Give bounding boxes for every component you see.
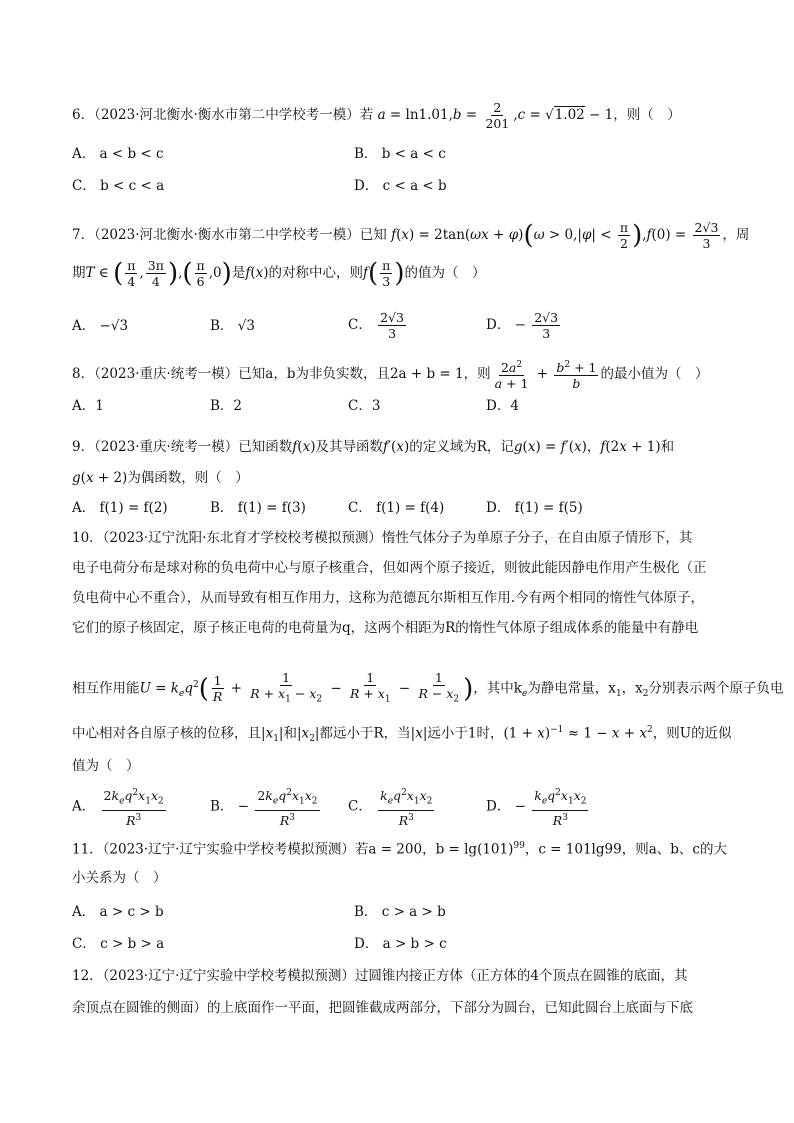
question-8-option-d[interactable]: D．4 [486,398,519,414]
question-10-stem-7: 值为（ ） [72,758,140,774]
question-7-stem: 7．（2023·河北衡水·衡水市第二中学校考一模）已知 f(x) = 2tan(ωx + φ)(ω > 0,|φ| < $\frac{\pi}{2}$ ),f(0) = $\frac{2√3}{3}$ ，周 [72,220,750,251]
question-6-option-a[interactable]: A． a < b < c [72,146,164,162]
fraction: $\frac{2}{201}$ [485,100,510,131]
question-9-stem: 9．（2023·重庆·统考一模）已知函数f(x)及其导函数f′(x)的定义域为R，记g(x) = f′(x)，f(2x + 1)和 [72,439,675,455]
question-10-option-c[interactable]: C． $\frac{k_eq^2x_1x_2}{R^3}$ [348,788,433,828]
question-7-stem-2: 期T ∈ ( $\frac{\pi}{4}$ , $\frac{3\pi}{4}$ ),( $\frac{\pi}{6}$ ,0)是f(x)的对称中心，则f( $\frac{\pi}{3}$ )的值为（ ） [72,258,486,289]
question-8-option-c[interactable]: C．3 [348,398,381,414]
question-6-option-b[interactable]: B． b < a < c [354,146,446,162]
question-10-stem-3: 负电荷中心不重合），从而导致有相互作用力，这称为范德瓦尔斯相互作用.今有两个相同的惰性气体原子， [72,590,705,606]
question-7-option-b[interactable]: B． √3 [210,318,255,334]
question-11-option-c[interactable]: C． c > b > a [72,936,165,952]
question-6-stem: 6．（2023·河北衡水·衡水市第二中学校考一模）若 a = ln1.01,b = $\frac{2}{201}$ ,c = √1.02 − 1，则（ ） [72,100,681,131]
question-10-stem-4: 它们的原子核固定，原子核正电荷的电荷量为q，这两个相距为R的惰性气体原子组成体系的能量中有静电 [72,620,699,636]
question-10-stem-5: 相互作用能$U = k_eq^2$( $\frac{1}{R}$ + $\frac{1}{R + x_1 - x_2}$ − $\frac{1}{R + x_1}$ − $\frac{1}{R - x_2}$ )，其中$k_e$为静电常量，$x_1$，$x_2$分别表示两个原子负电 [72,670,784,705]
question-9-option-c[interactable]: C． f(1) = f(4) [348,500,445,516]
question-7-option-d[interactable]: D． − $\frac{2√3}{3}$ [486,310,559,341]
question-9-option-b[interactable]: B． f(1) = f(3) [210,500,306,516]
question-12-stem-1: 12．（2023·辽宁·辽宁实验中学校考模拟预测）过圆锥内接正方体（正方体的4个顶点在圆锥的底面，其 [72,968,688,984]
question-8-option-a[interactable]: A．1 [72,398,104,414]
question-9-option-a[interactable]: A． f(1) = f(2) [72,500,168,516]
question-11-option-a[interactable]: A． a > c > b [72,904,164,920]
question-7-option-c[interactable]: C． $\frac{2√3}{3}$ [348,310,405,341]
question-11-stem: 11．（2023·辽宁·辽宁实验中学校考模拟预测）若a = 200，$b = \lg(101)^{99}$，c = 101lg99，则a、b、c的大 [72,841,727,858]
question-10-option-b[interactable]: B． − $\frac{2k_eq^2x_1x_2}{R^3}$ [210,788,318,828]
question-10-stem-1: 10．（2023·辽宁沈阳·东北育才学校校考模拟预测）惰性气体分子为单原子分子，在自由原子情形下，其 [72,530,693,546]
question-10-stem-6: 中心相对各自原子核的位移，且$|x_1|$和$|x_2|$都远小于R，当|x|远小于1时，$(1 + x)^{-1} \approx 1 - x + x^2$，则U的近似 [72,725,732,745]
question-6-option-d[interactable]: D． c < a < b [354,178,447,194]
question-9-stem-2: g(x + 2)为偶函数，则（ ） [72,470,249,486]
question-12-stem-2: 余顶点在圆锥的侧面）的上底面作一平面，把圆锥截成两部分，下部分为圆台，已知此圆台上底面与下底 [72,1000,693,1016]
question-6-option-c[interactable]: C． b < c < a [72,178,165,194]
question-7-option-a[interactable]: A． −√3 [72,318,129,334]
question-11-option-b[interactable]: B． c > a > b [354,904,446,920]
question-10-option-a[interactable]: A． $\frac{2k_eq^2x_1x_2}{R^3}$ [72,788,164,828]
question-11-option-d[interactable]: D． a > b > c [354,936,447,952]
question-8-stem: 8．（2023·重庆·统考一模）已知a，b为非负实数，且2a + b = 1，则 $\frac{2a^2}{a + 1}$ + $\frac{b^2 + 1}{b}$ 的最小值为（ ） [72,360,709,392]
question-10-option-d[interactable]: D． − $\frac{k_eq^2x_1x_2}{R^3}$ [486,788,587,828]
question-9-option-d[interactable]: D． f(1) = f(5) [486,500,583,516]
question-11-stem-2: 小关系为（ ） [72,870,167,886]
question-8-option-b[interactable]: B．2 [210,398,243,414]
question-10-stem-2: 电子电荷分布是球对称的负电荷中心与原子核重合，但如两个原子接近，则彼此能因静电作用产生极化（正 [72,560,707,576]
